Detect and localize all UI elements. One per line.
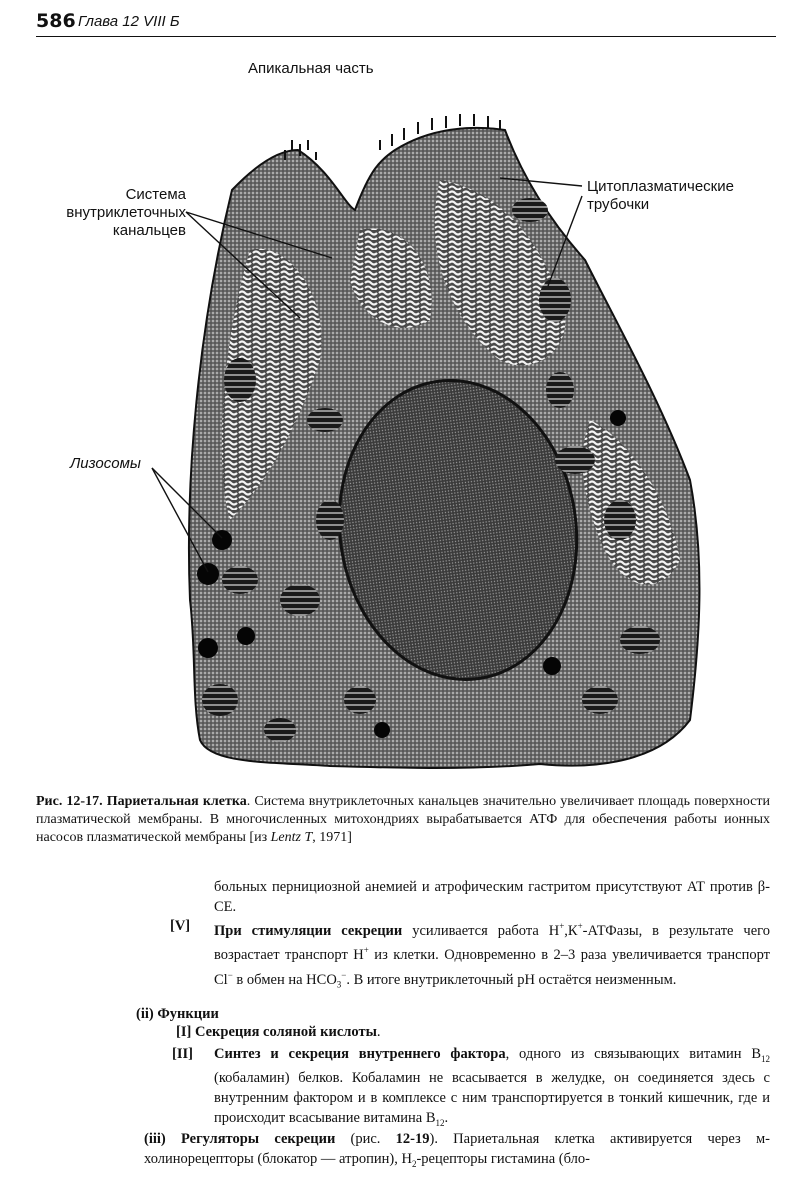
item-i-hcl [176,1023,381,1043]
section-functions [136,1005,770,1025]
item-marker: [V] [170,918,191,934]
figure-reference[interactable]: 12-19 [395,1131,430,1147]
text-run: -рецепторы гистамина (бло- [416,1150,590,1167]
page-number: 586 [36,10,76,32]
chapter-title: Глава 12 VIII Б [78,13,180,30]
text-run: в обмен на HCO [232,971,337,988]
text-run: (рис. [335,1131,396,1147]
section-regulators [144,1130,770,1174]
subscript: 12 [435,1117,445,1128]
caption-year: , 1971] [312,830,352,845]
text-run: (кобаламин) белков. Кобаламин не всасывается в желудке, он соединяется здесь с внутренним фактором и в комплексе с ним транспортируется в тонкий кишечник, где и происходит всасывание витамина В [214,1070,770,1126]
item-heading: Секреция соляной кислоты [194,1024,377,1040]
section-heading: Регуляторы секреции [180,1131,336,1147]
item-heading: При стимуляции секреции [214,922,403,939]
label-line: канальцев [112,222,186,239]
figure-number: Рис. 12-17. [36,794,103,809]
text-run: , одного из связывающих витамин В [505,1046,761,1062]
text-run: ). Париетальная клетка активируется через м-холинорецепторы (блокатор — атропин), Н [144,1131,770,1167]
text-run: -АТФазы, в результате чего возрастает транспорт Н [214,922,770,964]
superscript: − [227,969,233,980]
label-cytoplasmic-tubules [587,178,734,214]
subscript: 3 [336,979,342,990]
label-line: Система [125,186,186,203]
figure-title: Париетальная клетка [106,794,247,809]
paragraph-continuation: больных пернициозной анемией и атрофическим гастритом присутствуют АТ против β-СЕ. [214,879,770,915]
section-heading: Функции [157,1006,219,1022]
text-run: . [444,1109,449,1126]
caption-text: . Система внутриклеточных канальцев значительно увеличивает площадь поверхности плазматической мембраны. В многочисленных митохондриях вырабатывается АТФ для обеспечения работы ионных насосов плазматической мембраны [из [36,794,770,845]
text-run: из клетки. Одновременно в 2–3 раза увеличивается транспорт Cl [214,947,770,988]
item-text [214,1045,770,1133]
label-line: внутриклеточных [66,204,186,221]
subscript: 12 [761,1053,770,1064]
section-marker: (ii) [136,1006,154,1022]
subscript: 2 [411,1158,417,1169]
text-run: . В итоге внутриклеточный pH остаётся неизменным. [346,971,677,988]
superscript: + [577,921,583,931]
item-v-stimulation [170,917,770,990]
section-marker: (iii) [144,1131,166,1147]
superscript: − [341,969,347,980]
label-line: трубочки [587,196,650,213]
label-lysosomes: Лизосомы [70,455,141,472]
label-apical-part: Апикальная часть [248,60,374,77]
figure-caption [36,793,770,847]
label-canaliculi-system [60,186,186,240]
label-line: Цитоплазматические [587,178,734,195]
item-heading: Синтез и секреция внутреннего фактора [214,1046,506,1062]
item-ii-intrinsic-factor [172,1045,770,1128]
superscript: + [363,945,369,956]
superscript: + [559,921,565,931]
text-run: усиливается работа Н [402,922,560,939]
item-marker: [I] [176,1024,192,1040]
text-run: ,К [564,922,578,939]
item-text [214,917,770,995]
text-run: . [376,1024,381,1040]
item-marker: [II] [172,1046,193,1062]
caption-citation: Lentz T [270,830,313,845]
